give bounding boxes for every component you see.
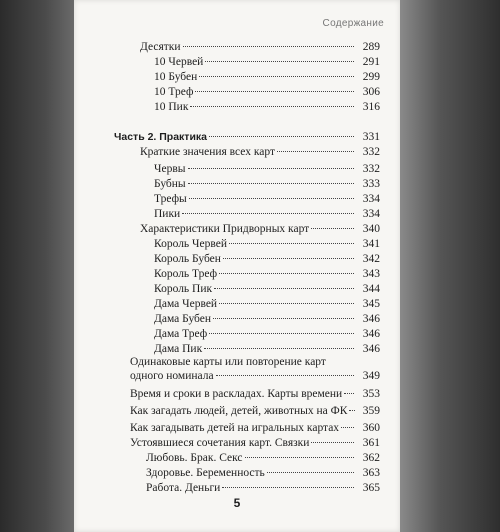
toc-entry-bubny[interactable]: Бубны 333 <box>154 178 380 190</box>
toc-entry-odinakovye[interactable]: Одинаковые карты или повторение карт одного номинала 349 <box>130 356 380 382</box>
toc-entry-zagadat-fk[interactable]: Как загадать людей, детей, животных на ФК 359 <box>130 405 380 417</box>
toc-entry-dama-chervei[interactable]: Дама Червей 345 <box>154 298 380 310</box>
toc-entry-part-2[interactable]: Часть 2. Практика 331 <box>114 131 380 143</box>
toc-entry-lyubov[interactable]: Любовь. Брак. Секс 362 <box>146 452 380 464</box>
toc-entry-desyatki[interactable]: Десятки 289 <box>140 41 380 53</box>
toc-entry-korol-tref[interactable]: Король Треф 343 <box>154 268 380 280</box>
toc-entry-trefy[interactable]: Трефы 334 <box>154 193 380 205</box>
toc-entry-10-tref[interactable]: 10 Треф 306 <box>154 86 380 98</box>
toc-entry-dama-pik[interactable]: Дама Пик 346 <box>154 343 380 355</box>
book-edge-shadow <box>400 0 500 532</box>
toc-entry-zdorovye[interactable]: Здоровье. Беременность 363 <box>146 467 380 479</box>
toc-entry-10-chervei[interactable]: 10 Червей 291 <box>154 56 380 68</box>
toc-entry-ustoyavshiesya[interactable]: Устоявшиеся сочетания карт. Связки 361 <box>130 437 380 449</box>
toc-entry-10-buben[interactable]: 10 Бубен 299 <box>154 71 380 83</box>
toc-entry-piki[interactable]: Пики 334 <box>154 208 380 220</box>
toc-entry-vremya[interactable]: Время и сроки в раскладах. Карты времени 353 <box>130 388 380 400</box>
toc-entry-dama-buben[interactable]: Дама Бубен 346 <box>154 313 380 325</box>
toc-entry-chervy[interactable]: Червы 332 <box>154 163 380 175</box>
toc-entry-harakteristiki[interactable]: Характеристики Придворных карт 340 <box>140 223 380 235</box>
toc-entry-korol-chervei[interactable]: Король Червей 341 <box>154 238 380 250</box>
book-spine-shadow <box>0 0 74 532</box>
page-number: 5 <box>233 496 241 510</box>
toc-entry-dama-tref[interactable]: Дама Треф 346 <box>154 328 380 340</box>
toc-entry-zagadat-igralnyh[interactable]: Как загадывать детей на игральных картах 360 <box>130 422 380 434</box>
toc-entry-korol-pik[interactable]: Король Пик 344 <box>154 283 380 295</box>
toc-entry-korol-buben[interactable]: Король Бубен 342 <box>154 253 380 265</box>
book-page <box>74 0 400 532</box>
toc-entry-kratkie[interactable]: Краткие значения всех карт 332 <box>140 146 380 158</box>
toc-entry-10-pik[interactable]: 10 Пик 316 <box>154 101 380 113</box>
running-header: Содержание <box>322 18 384 29</box>
toc-entry-rabota[interactable]: Работа. Деньги 365 <box>146 482 380 494</box>
